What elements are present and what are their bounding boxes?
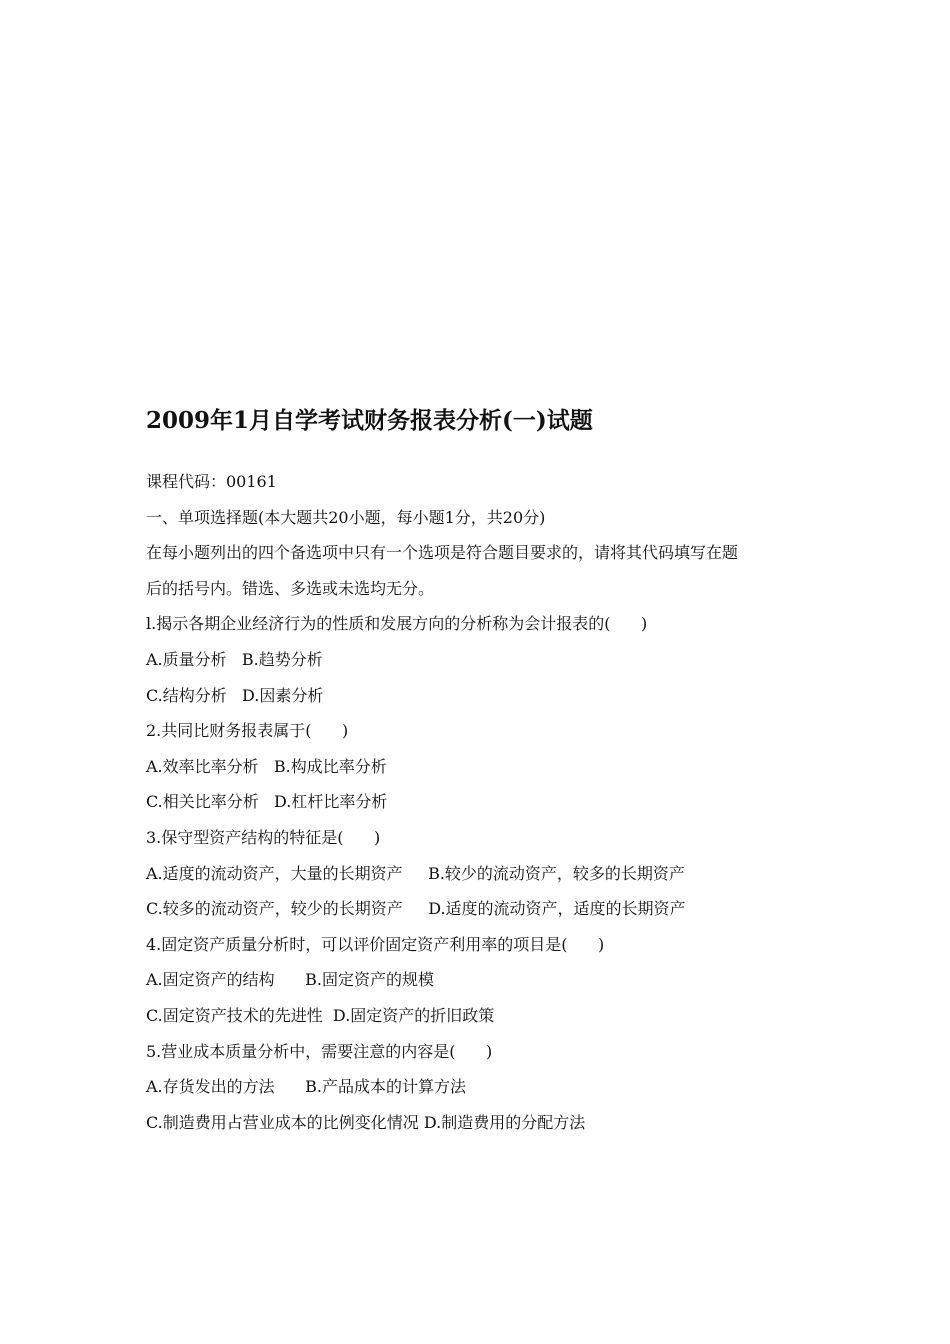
question-2: 2.共同比财务报表属于( )	[146, 721, 349, 741]
question-3: 3.保守型资产结构的特征是( )	[146, 827, 381, 847]
instructions-line-1: 在每小题列出的四个备选项中只有一个选项是符合题目要求的，请将其代码填写在题	[146, 543, 739, 563]
question-5-options-cd: C.制造费用占营业成本的比例变化情况 D.制造费用的分配方法	[146, 1112, 586, 1132]
section-heading: 一、单项选择题(本大题共20小题，每小题1分，共20分)	[146, 507, 546, 527]
question-1: l.揭示各期企业经济行为的性质和发展方向的分析称为会计报表的( )	[146, 614, 648, 634]
question-3-options-ab: A.适度的流动资产，大量的长期资产 B.较少的流动资产，较多的长期资产	[146, 863, 685, 883]
question-4-options-cd: C.固定资产技术的先进性 D.固定资产的折旧政策	[146, 1005, 495, 1025]
question-2-options-ab: A.效率比率分析 B.构成比率分析	[146, 756, 387, 776]
course-code-line: 课程代码：00161	[146, 472, 277, 491]
instructions-line-2: 后的括号内。错选、多选或未选均无分。	[146, 578, 435, 598]
question-4: 4.固定资产质量分析时，可以评价固定资产利用率的项目是( )	[146, 934, 605, 954]
document-title: 2009年1月自学考试财务报表分析(一)试题	[146, 407, 593, 434]
document-body	[146, 464, 826, 1140]
question-2-options-cd: C.相关比率分析 D.杠杆比率分析	[146, 792, 388, 812]
question-5-options-ab: A.存货发出的方法 B.产品成本的计算方法	[146, 1077, 467, 1097]
question-5: 5.营业成本质量分析中，需要注意的内容是( )	[146, 1041, 493, 1061]
question-3-options-cd: C.较多的流动资产，较少的长期资产 D.适度的流动资产，适度的长期资产	[146, 899, 686, 919]
question-4-options-ab: A.固定资产的结构 B.固定资产的规模	[146, 970, 435, 990]
question-1-options-ab: A.质量分析 B.趋势分析	[146, 649, 323, 669]
question-1-options-cd: C.结构分析 D.因素分析	[146, 685, 324, 705]
